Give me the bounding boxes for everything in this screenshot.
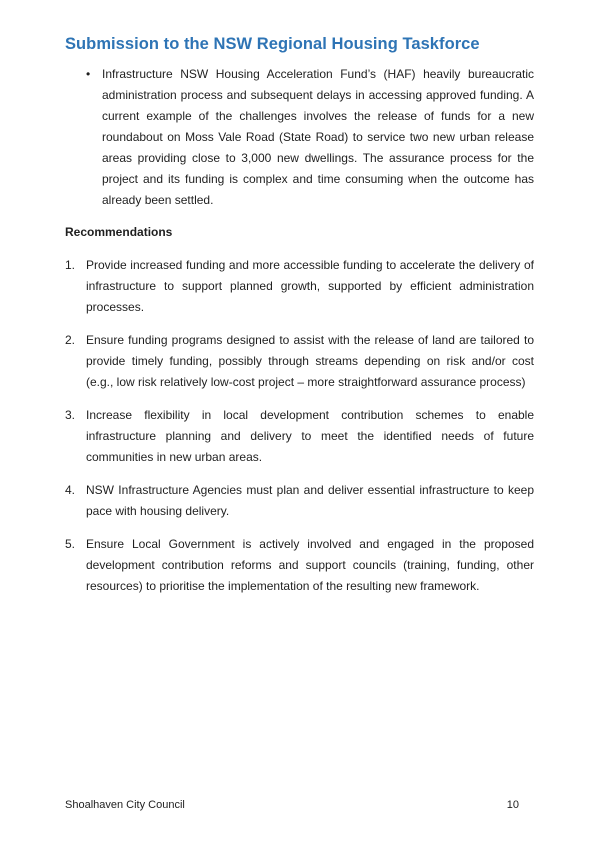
footer-organisation: Shoalhaven City Council bbox=[65, 799, 185, 811]
recommendations-list bbox=[65, 255, 534, 609]
page-title: Submission to the NSW Regional Housing Taskforce bbox=[65, 35, 480, 53]
recommendation-item bbox=[65, 405, 534, 468]
recommendation-text: Ensure Local Government is actively involved and engaged in the proposed development contribution reforms and support councils (training, funding, other resources) to prioritise the implementation of the resulting new framework. bbox=[86, 537, 534, 593]
bullet-list-item bbox=[86, 64, 534, 211]
bullet-icon: • bbox=[86, 67, 91, 81]
recommendation-number: 5. bbox=[65, 537, 76, 551]
recommendations-heading: Recommendations bbox=[65, 225, 173, 239]
recommendation-item bbox=[65, 330, 534, 393]
recommendation-item bbox=[65, 255, 534, 318]
recommendation-item bbox=[65, 480, 534, 522]
recommendation-text: Provide increased funding and more accessible funding to accelerate the delivery of infrastructure to support planned growth, supported by efficient administration processes. bbox=[86, 258, 534, 314]
footer-page-number: 10 bbox=[506, 799, 519, 811]
bullet-paragraph: Infrastructure NSW Housing Acceleration Fund’s (HAF) heavily bureaucratic administration process and subsequent delays in accessing approved funding. A current example of the challenges involves the release of funds for a new roundabout on Moss Vale Road (State Road) to service two new urban release areas providing close to 3,000 new dwellings. The assurance process for the project and its funding is complex and time consuming when the outcome has already been settled. bbox=[102, 67, 534, 207]
recommendation-number: 2. bbox=[65, 333, 76, 347]
recommendation-item bbox=[65, 534, 534, 597]
recommendation-number: 3. bbox=[65, 408, 76, 422]
recommendation-number: 4. bbox=[65, 483, 76, 497]
recommendation-text: Increase flexibility in local development contribution schemes to enable infrastructure planning and delivery to meet the identified needs of future communities in new urban areas. bbox=[86, 408, 534, 464]
recommendation-number: 1. bbox=[65, 258, 76, 272]
recommendation-text: Ensure funding programs designed to assist with the release of land are tailored to provide timely funding, possibly through streams depending on risk and/or cost (e.g., low risk relatively low-cost project – more straightforward assurance process) bbox=[86, 333, 534, 389]
recommendation-text: NSW Infrastructure Agencies must plan and deliver essential infrastructure to keep pace with housing delivery. bbox=[86, 483, 534, 518]
